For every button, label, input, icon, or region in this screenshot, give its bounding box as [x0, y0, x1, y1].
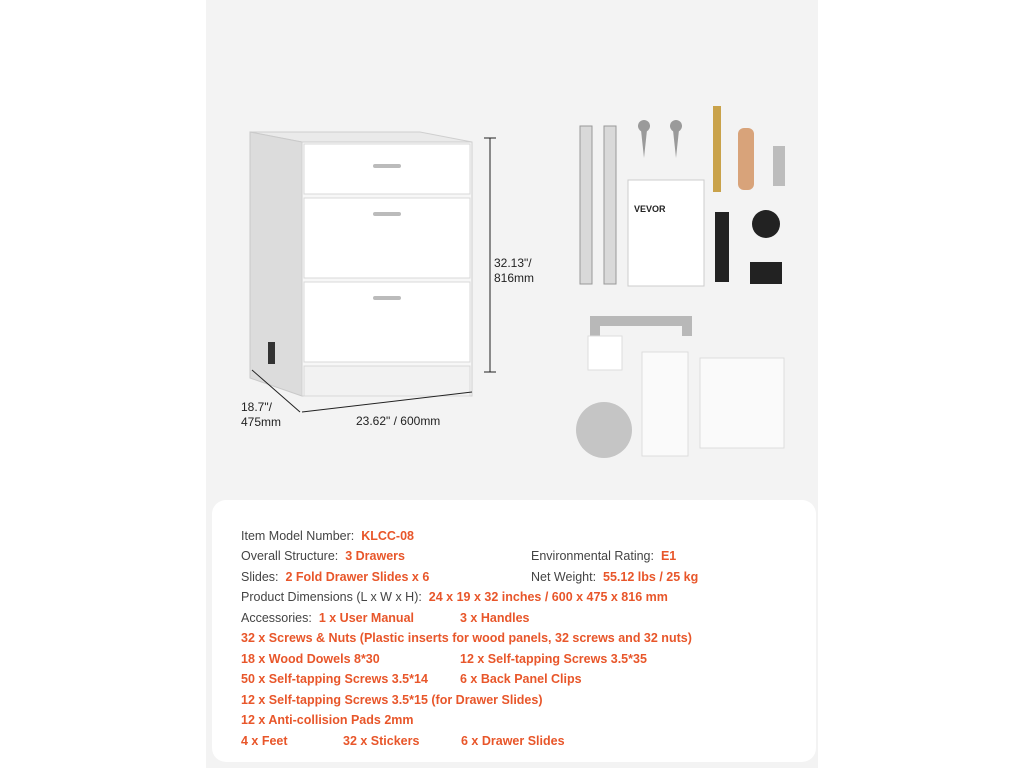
height-dimension: 32.13"/ 816mm: [494, 256, 535, 285]
accessory-item: 6 x Back Panel Clips: [460, 672, 582, 686]
overall-structure: Overall Structure: 3 Drawers: [241, 549, 405, 563]
accessory-item: 32 x Screws & Nuts (Plastic inserts for wood panels, 32 screws and 32 nuts): [241, 631, 692, 645]
net-weight: Net Weight: 55.12 lbs / 25 kg: [531, 570, 699, 584]
width-dimension: 23.62" / 600mm: [356, 414, 441, 428]
accessory-item: 4 x Feet: [241, 734, 288, 748]
accessories: Accessories: 1 x User Manual: [241, 611, 414, 625]
accessory-item: 50 x Self-tapping Screws 3.5*14: [241, 672, 428, 686]
accessories-illustration: [570, 100, 800, 460]
model-number: Item Model Number: KLCC-08: [241, 529, 414, 543]
accessory-item: 18 x Wood Dowels 8*30: [241, 652, 380, 666]
accessory-item: 32 x Stickers: [343, 734, 420, 748]
manual-brand: VEVOR: [634, 204, 666, 214]
accessory-item: 12 x Anti-collision Pads 2mm: [241, 713, 414, 727]
accessory-item: 6 x Drawer Slides: [461, 734, 565, 748]
depth-dimension: 18.7"/ 475mm: [241, 400, 282, 429]
environmental-rating: Environmental Rating: E1: [531, 549, 677, 563]
accessory-item: 12 x Self-tapping Screws 3.5*15 (for Drawer Slides): [241, 693, 543, 707]
accessory-item: 3 x Handles: [460, 611, 530, 625]
accessory-item: 12 x Self-tapping Screws 3.5*35: [460, 652, 647, 666]
slides: Slides: 2 Fold Drawer Slides x 6: [241, 570, 430, 584]
product-dimensions: Product Dimensions (L x W x H): 24 x 19 x 32 inches / 600 x 475 x 816 mm: [241, 590, 668, 604]
